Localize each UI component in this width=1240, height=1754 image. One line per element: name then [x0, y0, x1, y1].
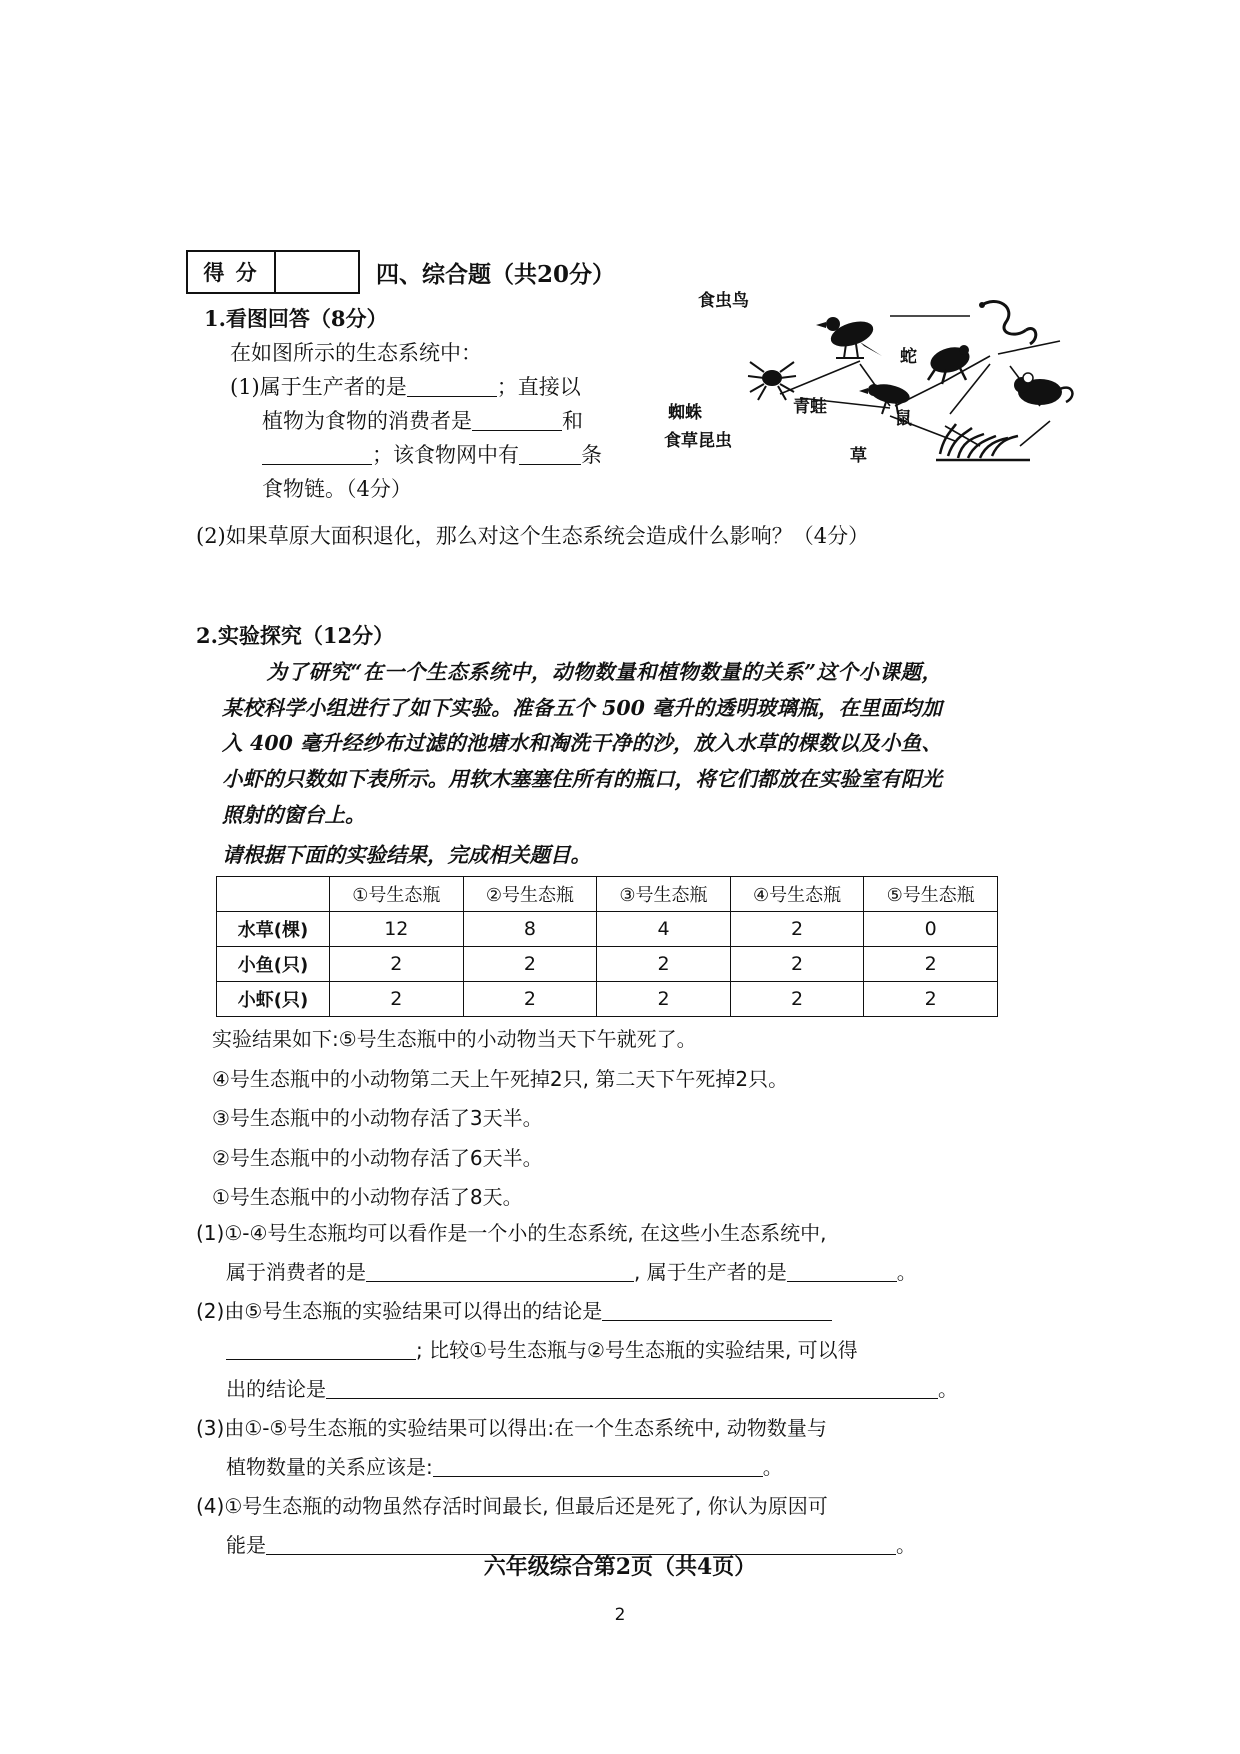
- cell-fish-1: 2: [330, 947, 464, 982]
- blank-line[interactable]: [226, 1359, 416, 1360]
- table-corner-cell: [217, 877, 330, 912]
- result-line-4: ④号生态瓶中的小动物第二天上午死掉2只, 第二天下午死掉2只。: [212, 1066, 789, 1091]
- spider-icon: [748, 362, 796, 400]
- subq-1-text-b: , 属于生产者的是: [634, 1260, 787, 1284]
- blank-line[interactable]: [787, 1281, 897, 1282]
- label-spider: 蜘蛛: [668, 403, 702, 423]
- experiment-results: [212, 1020, 1002, 1218]
- subq-2-text-c: 出的结论是: [226, 1377, 326, 1401]
- subq-3-line-1: (3)由①-⑤号生态瓶的实验结果可以得出:在一个生态系统中, 动物数量与: [196, 1416, 827, 1440]
- result-line-2: ②号生态瓶中的小动物存活了6天半。: [212, 1145, 543, 1170]
- section-header: [186, 250, 615, 294]
- table-row: [217, 982, 998, 1017]
- score-input-blank[interactable]: [276, 252, 358, 292]
- blank-line[interactable]: [433, 1476, 763, 1477]
- result-line-3: ③号生态瓶中的小动物存活了3天半。: [212, 1106, 543, 1131]
- table-row: [217, 947, 998, 982]
- subq-4-text-b: 。: [896, 1533, 916, 1557]
- label-grass: 草: [850, 446, 867, 466]
- blank-line[interactable]: [519, 464, 581, 465]
- subq-2-line-3: [226, 1371, 1008, 1408]
- food-web-svg: [740, 286, 1180, 486]
- table-col-2: ②号生态瓶: [463, 877, 597, 912]
- snake-icon: [980, 301, 1036, 344]
- cell-waterweed-3: 4: [597, 912, 731, 947]
- score-box: [186, 250, 360, 294]
- subq-4-text-a: 能是: [226, 1533, 266, 1557]
- table-col-1: ①号生态瓶: [330, 877, 464, 912]
- q1-p1-text-a: (1)属于生产者的是: [230, 375, 407, 400]
- blank-line[interactable]: [472, 430, 562, 431]
- question-1-part-2: (2)如果草原大面积退化，那么对这个生态系统会造成什么影响？（4分）: [196, 524, 870, 548]
- subq-3-text-a: 植物数量的关系应该是:: [226, 1455, 433, 1479]
- table-row: [217, 912, 998, 947]
- subq-3-line-2: [226, 1449, 1008, 1486]
- subq-2-line-2: [226, 1332, 1008, 1369]
- insect-eating-bird-icon: [816, 317, 882, 358]
- page-footer: 六年级综合第2页（共4页）: [483, 1554, 757, 1580]
- label-herbivorous-insect: 食草昆虫: [664, 431, 732, 451]
- question-2-title: 2.实验探究（12分）: [196, 623, 395, 648]
- label-mouse: 鼠: [895, 409, 912, 429]
- table-header-row: [217, 877, 998, 912]
- cell-fish-3: 2: [597, 947, 731, 982]
- question-2-note: 请根据下面的实验结果，完成相关题目。: [222, 843, 591, 867]
- cell-fish-4: 2: [730, 947, 864, 982]
- food-web-diagram: [664, 286, 1180, 486]
- q1-p1-text-c: 植物为食物的消费者是: [262, 409, 472, 434]
- cell-shrimp-4: 2: [730, 982, 864, 1017]
- table-col-4: ④号生态瓶: [730, 877, 864, 912]
- question-1-part-1-end: 食物链。（4分）: [262, 477, 412, 502]
- q1-p1-text-d: 和: [562, 409, 583, 434]
- subq-1-line-2: [226, 1254, 1008, 1291]
- blank-line[interactable]: [262, 464, 372, 465]
- cell-waterweed-4: 2: [730, 912, 864, 947]
- cell-fish-5: 2: [864, 947, 998, 982]
- subq-3-text-b: 。: [762, 1455, 783, 1479]
- question-2-paragraph-text: 为了研究“在一个生态系统中，动物数量和植物数量的关系”这个小课题，某校科学小组进行了如下实验。准备五个 500 毫升的透明玻璃瓶，在里面均加入 400 毫升经纱布过滤的池塘水和淘洗干净的沙，放入水草的棵数以及小鱼、小虾的只数如下表所示。用软木塞塞住所有的瓶口，将它们都放在实验室有阳光照射的窗台上。: [222, 660, 942, 827]
- blank-line[interactable]: [366, 1281, 634, 1282]
- table-col-5: ⑤号生态瓶: [864, 877, 998, 912]
- label-frog: 青蛙: [793, 397, 827, 417]
- score-label: 得 分: [188, 252, 276, 292]
- question-1-intro: 在如图所示的生态系统中：: [230, 341, 482, 366]
- q1-p1-text-b: ；直接以: [496, 375, 581, 400]
- cell-shrimp-1: 2: [330, 982, 464, 1017]
- row-label-waterweed: 水草(棵): [217, 912, 330, 947]
- section-title: 四、综合题（共20分）: [376, 260, 616, 288]
- subq-2-text-b: ; 比较①号生态瓶与②号生态瓶的实验结果, 可以得: [416, 1338, 858, 1362]
- cell-shrimp-5: 2: [864, 982, 998, 1017]
- cell-waterweed-2: 8: [463, 912, 597, 947]
- blank-line[interactable]: [326, 1398, 938, 1399]
- subq-2-text-d: 。: [938, 1377, 958, 1401]
- blank-line[interactable]: [407, 396, 497, 397]
- question-2-paragraph: [222, 655, 942, 833]
- subq-1-text-c: 。: [896, 1260, 917, 1284]
- result-line-1: ①号生态瓶中的小动物存活了8天。: [212, 1185, 523, 1210]
- subq-1-text-a: 属于消费者的是: [226, 1260, 366, 1284]
- page-number: 2: [614, 1605, 626, 1625]
- mouse-icon: [1014, 373, 1072, 405]
- question-1-title: 1.看图回答（8分）: [204, 306, 388, 331]
- label-snake: 蛇: [900, 347, 917, 367]
- blank-line[interactable]: [602, 1320, 832, 1321]
- q1-p1-text-e: ；该食物网中有: [372, 443, 519, 468]
- row-label-shrimp: 小虾(只): [217, 982, 330, 1017]
- experiment-table: [216, 876, 998, 1017]
- subq-2-line-1: [196, 1293, 1008, 1330]
- cell-waterweed-5: 0: [864, 912, 998, 947]
- subq-2-text-a: (2)由⑤号生态瓶的实验结果可以得出的结论是: [196, 1299, 603, 1323]
- row-label-fish: 小鱼(只): [217, 947, 330, 982]
- cell-shrimp-3: 2: [597, 982, 731, 1017]
- sub-questions: [196, 1215, 1008, 1566]
- cell-waterweed-1: 12: [330, 912, 464, 947]
- result-line-5: 实验结果如下:⑤号生态瓶中的小动物当天下午就死了。: [212, 1027, 697, 1051]
- subq-1-line-1: (1)①-④号生态瓶均可以看作是一个小的生态系统, 在这些小生态系统中,: [196, 1221, 827, 1245]
- cell-fish-2: 2: [463, 947, 597, 982]
- q1-p1-text-f: 条: [581, 443, 602, 468]
- cell-shrimp-2: 2: [463, 982, 597, 1017]
- subq-4-line-1: (4)①号生态瓶的动物虽然存活时间最长, 但最后还是死了, 你认为原因可: [196, 1494, 828, 1518]
- table-col-3: ③号生态瓶: [597, 877, 731, 912]
- label-insect-eating-bird: 食虫鸟: [698, 291, 749, 311]
